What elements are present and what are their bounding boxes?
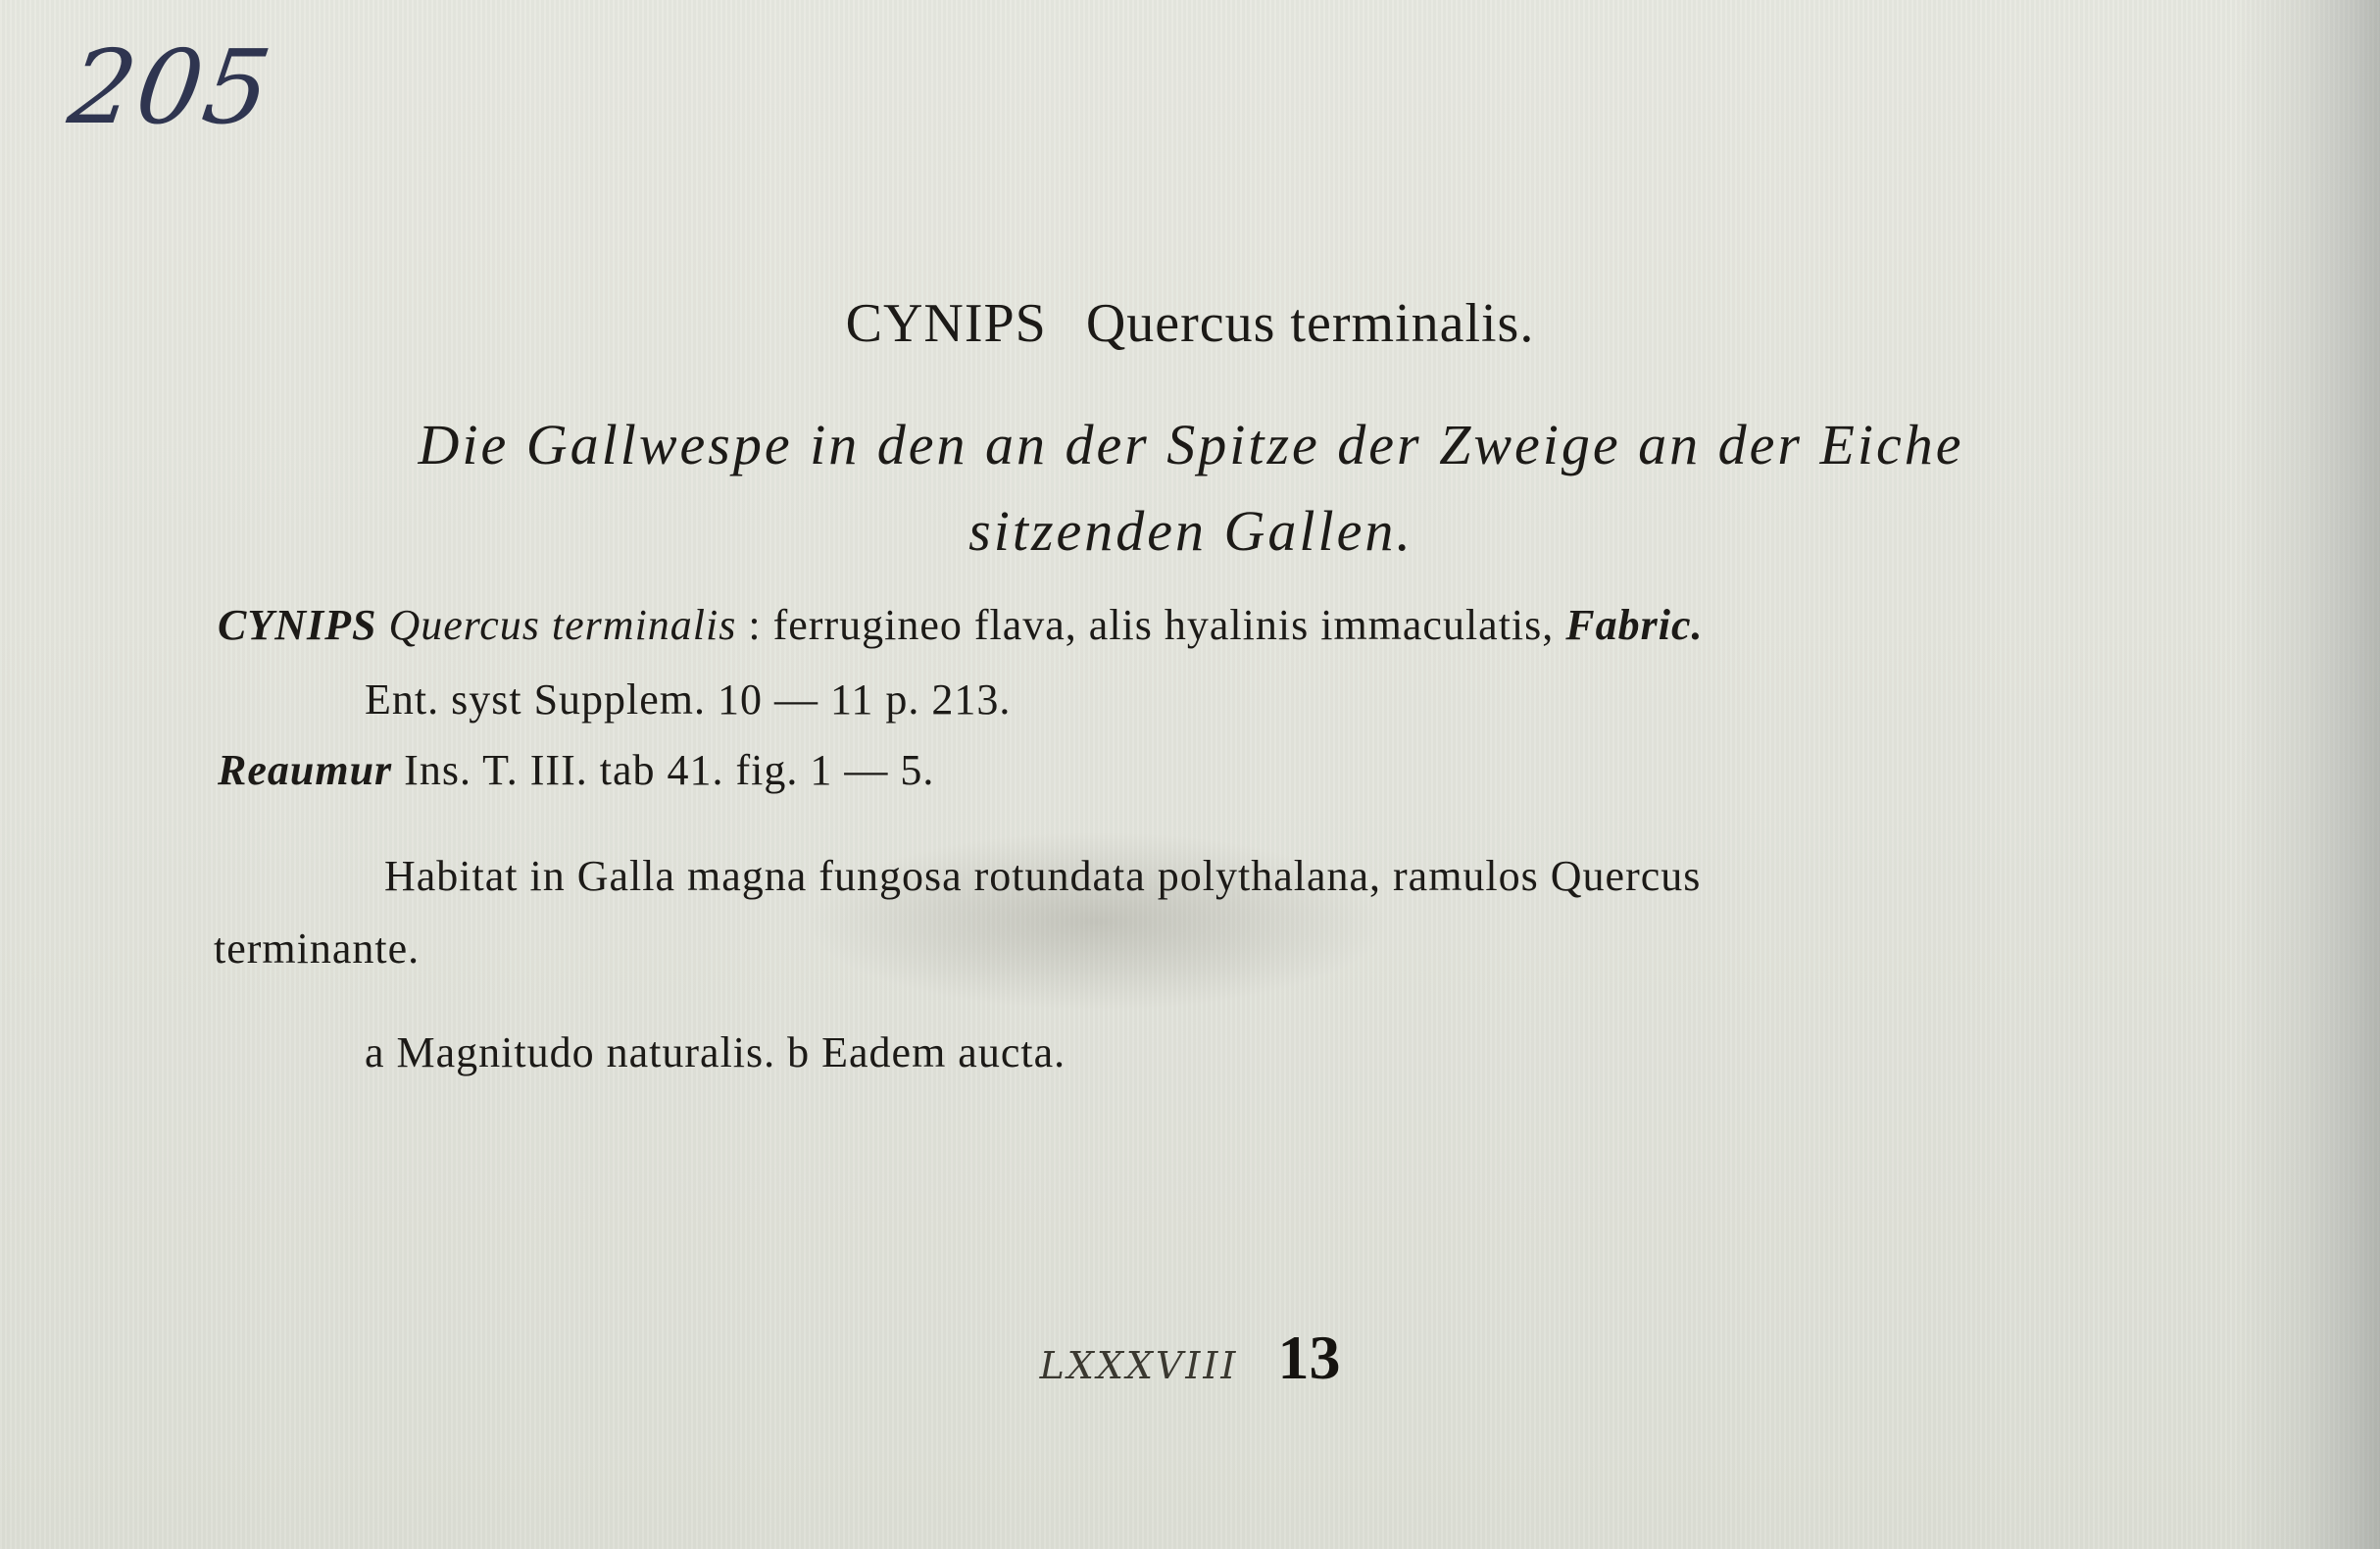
habitat-line-1: Habitat in Galla magna fungosa rotundata polythalana, ramulos Quercus	[384, 852, 1702, 900]
description-text: : ferrugineo flava, alis hyalinis immaculatis,	[748, 601, 1555, 649]
handwritten-page-number: 205	[62, 27, 280, 147]
description-line-1	[218, 600, 1704, 650]
reaumur-name: Reaumur	[218, 746, 393, 794]
plate-number: 13	[1277, 1323, 1341, 1392]
plate-footer	[0, 1322, 2380, 1394]
title-genus: CYNIPS	[845, 293, 1047, 354]
figure-legend: a Magnitudo naturalis. b Eadem aucta.	[365, 1028, 1066, 1076]
title-species: Quercus terminalis.	[1085, 293, 1535, 354]
german-heading-line-1: Die Gallwespe in den an der Spitze der Zweige an der Eiche	[418, 413, 1964, 476]
plate-roman-numeral: LXXXVIII	[1039, 1344, 1239, 1387]
description-author: Fabric.	[1565, 601, 1704, 649]
reaumur-text: Ins. T. III. tab 41. fig. 1 — 5.	[404, 746, 935, 794]
species-title	[0, 292, 2380, 355]
description-line-2: Ent. syst Supplem. 10 — 11 p. 213.	[365, 675, 1012, 724]
description-genus: CYNIPS	[218, 601, 377, 649]
habitat-line-2: terminante.	[214, 924, 421, 973]
german-heading-line-2: sitzenden Gallen.	[968, 499, 1413, 563]
reaumur-reference	[218, 745, 934, 795]
description-species: Quercus terminalis	[388, 601, 737, 649]
german-heading	[274, 402, 2107, 575]
